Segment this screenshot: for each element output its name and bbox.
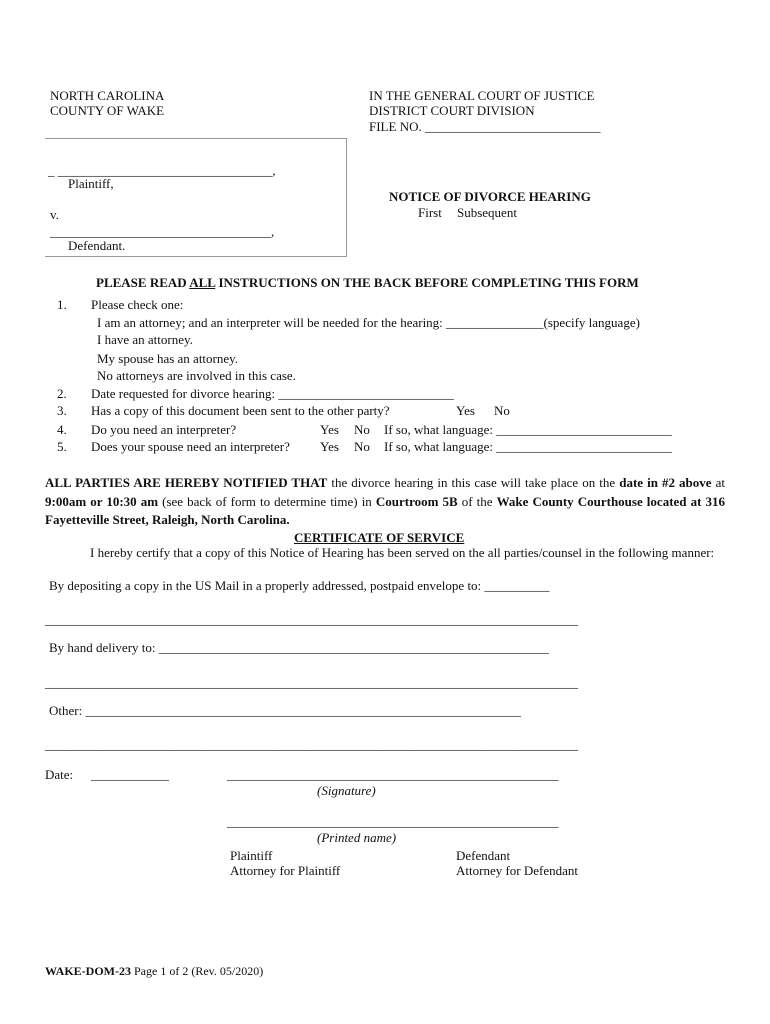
notice-date-ref: date in #2 above [619,475,712,490]
option-have-attorney[interactable]: I have an attorney. [97,332,193,347]
item-number-1: 1. [57,297,67,312]
defendant-name-line[interactable]: __________________________________, [50,224,275,239]
date-label: Date: [45,767,74,782]
option-defendant[interactable]: Defendant [456,848,511,863]
item-4-language-field[interactable]: If so, what language: ___________________________ [384,422,672,437]
option-plaintiff[interactable]: Plaintiff [230,848,273,863]
mail-address-line[interactable]: __________________________________________________________________________________ [45,612,578,627]
notice-text-4: of the [457,493,497,509]
option-subsequent[interactable]: Subsequent [457,205,517,220]
hand-delivery-line[interactable]: __________________________________________________________________________________ [45,675,578,690]
item-4-yes[interactable]: Yes [320,422,339,437]
option-first[interactable]: First [418,205,442,220]
notice-text-1: the divorce hearing in this case will take place on the [327,475,620,490]
caption-bottom-rule [45,256,347,257]
item-1-question: Please check one: [91,297,184,312]
item-5-yes[interactable]: Yes [320,439,339,454]
notice-location: Wake County Courthouse located at 316 Fayetteville Street, Raleigh, North Carolina. [45,493,725,527]
instructions-all: ALL [189,275,216,290]
form-title: NOTICE OF DIVORCE HEARING [389,189,591,204]
option-attorney-plaintiff[interactable]: Attorney for Plaintiff [230,863,341,878]
notice-lead: ALL PARTIES ARE HEREBY NOTIFIED THAT [45,475,328,490]
item-5-no[interactable]: No [354,439,370,454]
form-id: WAKE-DOM-23 [45,964,131,978]
instructions-pre: PLEASE READ [96,275,190,290]
notice-courtroom: Courtroom 5B [375,493,458,509]
item-number-4: 4. [57,422,67,437]
certificate-body: I hereby certify that a copy of this Notice of Hearing has been served on the all parties/counsel in the following manner: [90,545,715,560]
other-service-line[interactable]: __________________________________________________________________________________ [45,737,578,752]
file-number[interactable]: FILE NO. ___________________________ [369,119,601,134]
item-3-yes[interactable]: Yes [456,403,475,418]
caption-top-rule [45,138,347,139]
option-attorney-interpreter[interactable]: I am an attorney; and an interpreter will be needed for the hearing: _______________(specify language) [97,315,640,330]
notice-text-3: (see back of form to determine time) in [158,493,376,509]
hearing-notice [45,474,725,530]
hearing-date-field[interactable]: Date requested for divorce hearing: ___________________________ [91,386,454,401]
versus-label: v. [50,207,59,222]
printed-name-field[interactable]: ___________________________________________________ [227,814,559,829]
caption-vertical-rule [346,138,347,256]
item-4-question: Do you need an interpreter? [91,422,237,437]
item-5-question: Does your spouse need an interpreter? [91,439,290,454]
item-4-no[interactable]: No [354,422,370,437]
printed-name-caption: (Printed name) [317,830,397,845]
plaintiff-name-line[interactable]: _ _________________________________, [48,163,276,178]
item-3-no[interactable]: No [494,403,510,418]
notice-times: 9:00am or 10:30 am [45,493,159,509]
page-info: Page 1 of 2 (Rev. 05/2020) [131,964,264,978]
item-number-5: 5. [57,439,67,454]
court-name: IN THE GENERAL COURT OF JUSTICE [369,88,595,103]
item-5-language-field[interactable]: If so, what language: ___________________________ [384,439,672,454]
service-other-field[interactable]: Other: ___________________________________________________________________ [49,703,521,718]
instructions-post: INSTRUCTIONS ON THE BACK BEFORE COMPLETING THIS FORM [215,275,639,290]
service-by-hand-field[interactable]: By hand delivery to: ____________________________________________________________ [49,640,549,655]
plaintiff-label: Plaintiff, [68,176,114,191]
instructions-heading [96,275,639,291]
state-name: NORTH CAROLINA [50,88,165,103]
signature-caption: (Signature) [317,783,376,798]
signature-field[interactable]: ___________________________________________________ [227,767,559,782]
certificate-heading: CERTIFICATE OF SERVICE [294,530,465,545]
option-spouse-attorney[interactable]: My spouse has an attorney. [97,351,239,366]
item-number-2: 2. [57,386,67,401]
service-by-mail-field[interactable]: By depositing a copy in the US Mail in a properly addressed, postpaid envelope to: __________ [49,578,550,593]
form-footer [45,963,263,979]
date-field[interactable]: ____________ [91,767,169,782]
court-division: DISTRICT COURT DIVISION [369,103,535,118]
item-3-question: Has a copy of this document been sent to the other party? [91,403,390,418]
defendant-label: Defendant. [68,238,126,253]
county-name: COUNTY OF WAKE [50,103,165,118]
option-no-attorneys[interactable]: No attorneys are involved in this case. [97,368,296,383]
notice-text-2: at [711,475,725,490]
option-attorney-defendant[interactable]: Attorney for Defendant [456,863,579,878]
item-number-3: 3. [57,403,67,418]
